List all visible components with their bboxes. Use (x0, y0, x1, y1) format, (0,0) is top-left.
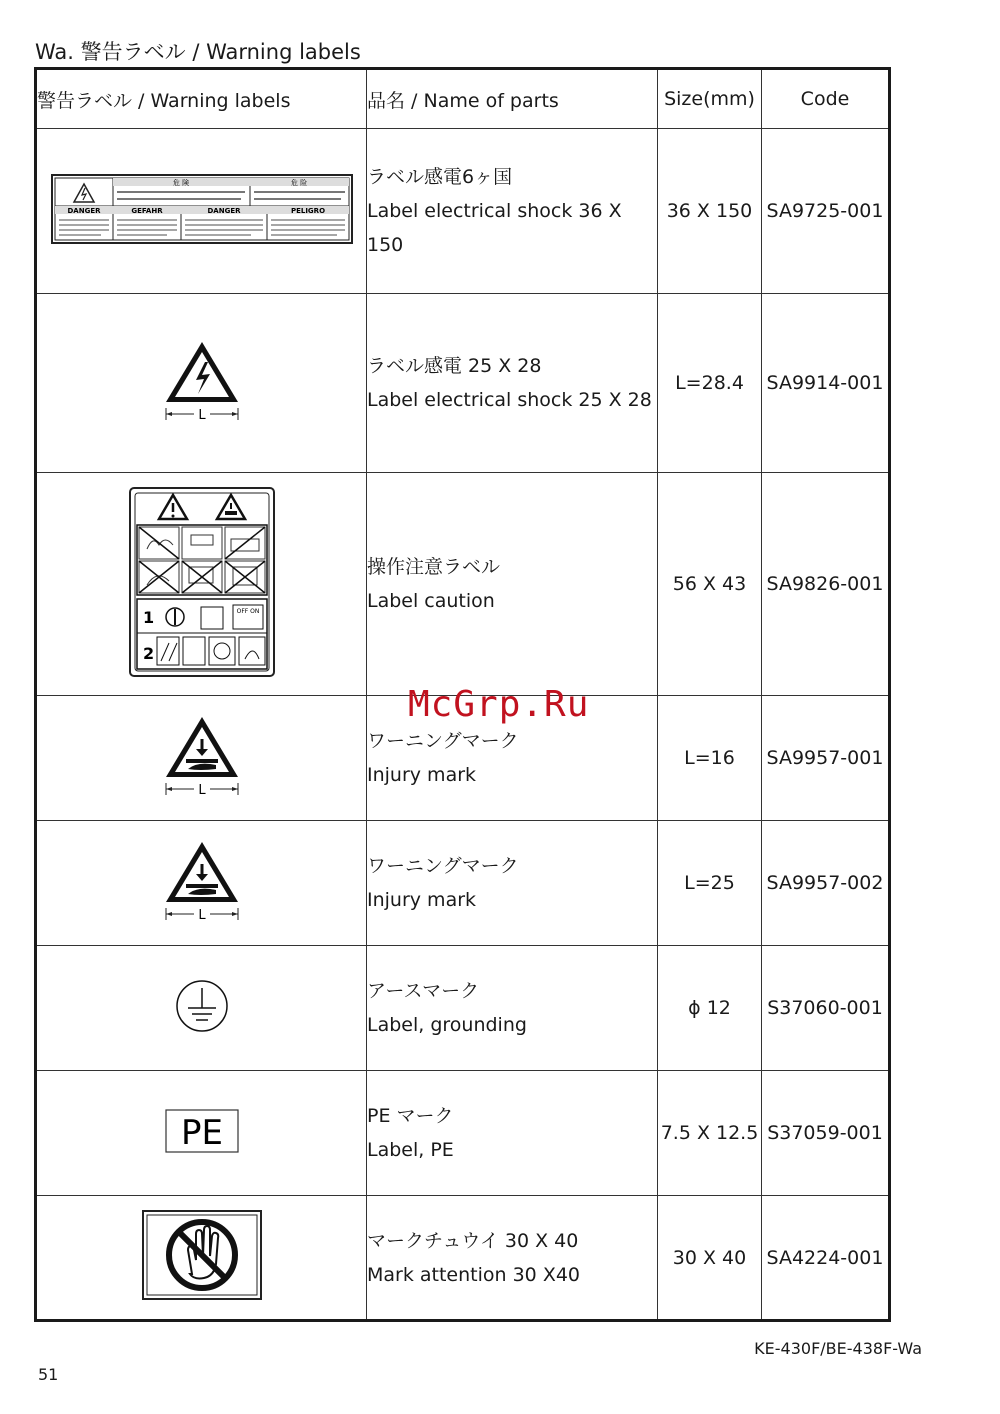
part-size: 36 X 150 (658, 129, 762, 294)
part-name-jp: ワーニングマーク (367, 855, 519, 877)
part-size: 7.5 X 12.5 (658, 1071, 762, 1196)
danger-en-text: DANGER (66, 206, 101, 215)
part-name-en: Label, PE (367, 1139, 454, 1161)
header-name-of-parts: 品名 / Name of parts (367, 69, 658, 129)
label-image-cell (36, 129, 367, 294)
part-size: ɸ 12 (658, 946, 762, 1071)
part-name-en: Label electrical shock 36 X 150 (367, 200, 622, 256)
header-code: Code (762, 69, 890, 129)
part-name-en: Injury mark (367, 764, 477, 786)
part-code: S37059-001 (762, 1071, 890, 1196)
step-1-text: 1 (142, 607, 154, 627)
table-row (36, 294, 890, 473)
electrical-shock-triangle-icon (162, 338, 242, 424)
page-title: Wa. 警告ラベル / Warning labels (35, 40, 361, 64)
label-image-cell (36, 696, 367, 821)
label-image-cell (36, 473, 367, 696)
part-name-jp: ワーニングマーク (367, 730, 519, 752)
part-code: SA9957-001 (762, 696, 890, 821)
dimension-l-text: L (197, 782, 206, 798)
table-row (36, 129, 890, 294)
table-row (36, 1071, 890, 1196)
part-name-en: Label, grounding (367, 1014, 527, 1036)
part-code: SA9914-001 (762, 294, 890, 473)
table-row (36, 1196, 890, 1321)
danger-jp-text: 危 険 (172, 178, 189, 187)
part-size: L=25 (658, 821, 762, 946)
table-row (36, 946, 890, 1071)
part-name-jp: マークチュウイ 30 X 40 (367, 1229, 579, 1252)
peligro-text: PELIGRO (290, 206, 325, 215)
part-name-jp: ラベル感電 25 X 28 (367, 355, 542, 377)
table-row (36, 821, 890, 946)
label-image-cell (36, 946, 367, 1071)
dimension-l-text: L (197, 907, 206, 923)
part-name-jp: PE マーク (367, 1105, 454, 1127)
part-name-en: Label electrical shock 25 X 28 (367, 389, 652, 411)
danger-cn-text: 危 险 (290, 178, 307, 187)
part-name-jp: 操作注意ラベル (367, 556, 501, 578)
caution-operation-label (129, 487, 275, 677)
gefahr-text: GEFAHR (130, 206, 163, 215)
step-2-text: 2 (142, 643, 154, 663)
header-warning-labels: 警告ラベル / Warning labels (36, 69, 367, 129)
label-image-cell (36, 294, 367, 473)
pe-label-icon (165, 1109, 239, 1153)
part-size: 56 X 43 (658, 473, 762, 696)
watermark: McGrp.Ru (408, 684, 590, 725)
part-name-jp: アースマーク (367, 980, 480, 1002)
part-size: L=28.4 (658, 294, 762, 473)
model-code: KE-430F/BE-438F-Wa (754, 1339, 922, 1358)
part-size: 30 X 40 (658, 1196, 762, 1321)
header-size: Size(mm) (658, 69, 762, 129)
pe-text: PE (180, 1112, 223, 1153)
label-image-cell (36, 1196, 367, 1321)
part-code: SA9957-002 (762, 821, 890, 946)
part-name-cell (367, 294, 658, 473)
part-code: S37060-001 (762, 946, 890, 1071)
table-row (36, 473, 890, 696)
part-name-cell (367, 1196, 658, 1321)
page-number: 51 (38, 1365, 59, 1384)
part-name-en: Mark attention 30 X40 (367, 1263, 581, 1286)
part-name-jp: ラベル感電6ヶ国 (367, 166, 513, 188)
dimension-l-text: L (197, 407, 206, 423)
part-name-cell (367, 129, 658, 294)
part-code: SA9826-001 (762, 473, 890, 696)
injury-warning-triangle-icon (162, 838, 242, 924)
grounding-icon (174, 978, 230, 1034)
part-name-cell (367, 821, 658, 946)
danger-fr-text: DANGER (206, 206, 241, 215)
part-code: SA9725-001 (762, 129, 890, 294)
label-image-cell (36, 821, 367, 946)
label-image-cell (36, 1071, 367, 1196)
part-name-en: Injury mark (367, 889, 477, 911)
part-name-en: Label caution (367, 590, 495, 612)
part-name-cell (367, 946, 658, 1071)
table-header-row (36, 69, 890, 129)
off-on-text: OFF ON (236, 607, 259, 615)
part-name-cell (367, 1071, 658, 1196)
part-code: SA4224-001 (762, 1196, 890, 1321)
part-size: L=16 (658, 696, 762, 821)
electrical-shock-6-language-label (51, 174, 353, 244)
no-touch-hand-icon (142, 1210, 262, 1300)
part-name-cell (367, 473, 658, 696)
injury-warning-triangle-icon (162, 713, 242, 799)
